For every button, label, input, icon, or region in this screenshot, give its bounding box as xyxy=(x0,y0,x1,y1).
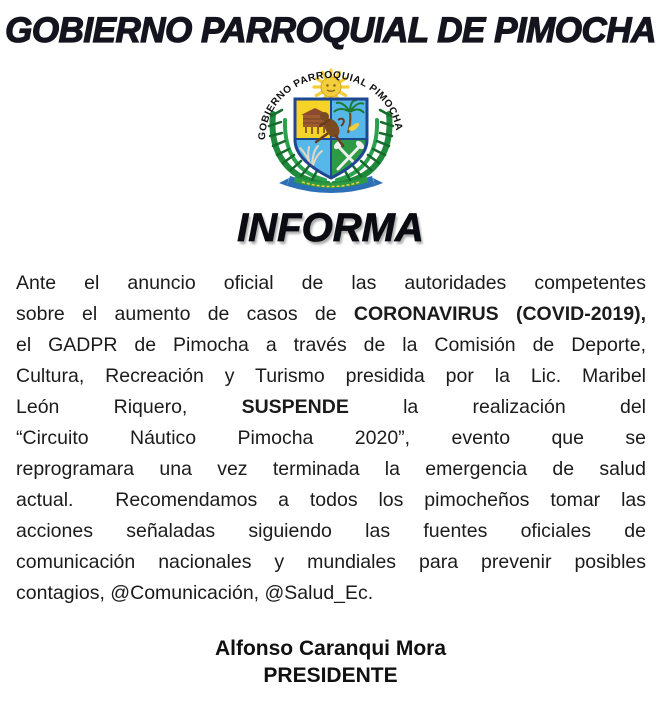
body-text: acciones señaladas siguiendo las fuentes oficiales de xyxy=(16,520,646,542)
signature-name: Alfonso Caranqui Mora xyxy=(214,637,446,660)
signature-block xyxy=(0,635,661,689)
parish-emblem-svg xyxy=(246,56,416,194)
informa-heading: INFORMA xyxy=(237,206,424,250)
body-text-bold: CORONAVIRUS (COVID-2019), xyxy=(353,303,647,325)
body-text: reprogramara una vez terminada la emergencia de salud xyxy=(16,458,646,480)
body-line xyxy=(16,516,646,547)
body-line xyxy=(16,547,646,578)
body-line xyxy=(16,485,646,516)
body-text: comunicación nacionales y mundiales para prevenir posibles xyxy=(16,551,646,573)
shield xyxy=(295,99,367,179)
body-text: el GADPR de Pimocha a través de la Comisión de Deporte, xyxy=(16,334,646,356)
body-line xyxy=(16,268,646,299)
document-title: GOBIERNO PARROQUIAL DE PIMOCHA xyxy=(5,11,656,50)
emblem-arc-text: GOBIERNO PARROQUIAL PIMOCHA xyxy=(256,69,404,141)
body-text: la realización del xyxy=(348,396,647,418)
body-text: León Riquero, xyxy=(16,396,242,418)
body-line xyxy=(16,454,646,485)
body-text: sobre el aumento de casos de xyxy=(16,303,354,325)
body-text: Cultura, Recreación y Turismo presidida por la Lic. Maribel xyxy=(16,365,646,387)
body-line xyxy=(16,392,646,423)
announcement-body xyxy=(16,268,646,609)
body-text: “Circuito Náutico Pimocha 2020”, evento que se xyxy=(16,427,646,449)
parish-emblem xyxy=(0,56,661,194)
body-line xyxy=(16,361,646,392)
body-line xyxy=(16,423,646,454)
body-line xyxy=(16,299,646,330)
body-text-bold: SUSPENDE xyxy=(241,396,349,418)
signature-role: PRESIDENTE xyxy=(263,664,398,687)
body-line xyxy=(16,578,646,609)
body-text: actual. Recomendamos a todos los pimocheños tomar las xyxy=(16,489,646,511)
body-text: contagios, @Comunicación, @Salud_Ec. xyxy=(16,582,374,604)
body-line xyxy=(16,330,646,361)
body-text: Ante el anuncio oficial de las autoridades competentes xyxy=(16,272,646,294)
